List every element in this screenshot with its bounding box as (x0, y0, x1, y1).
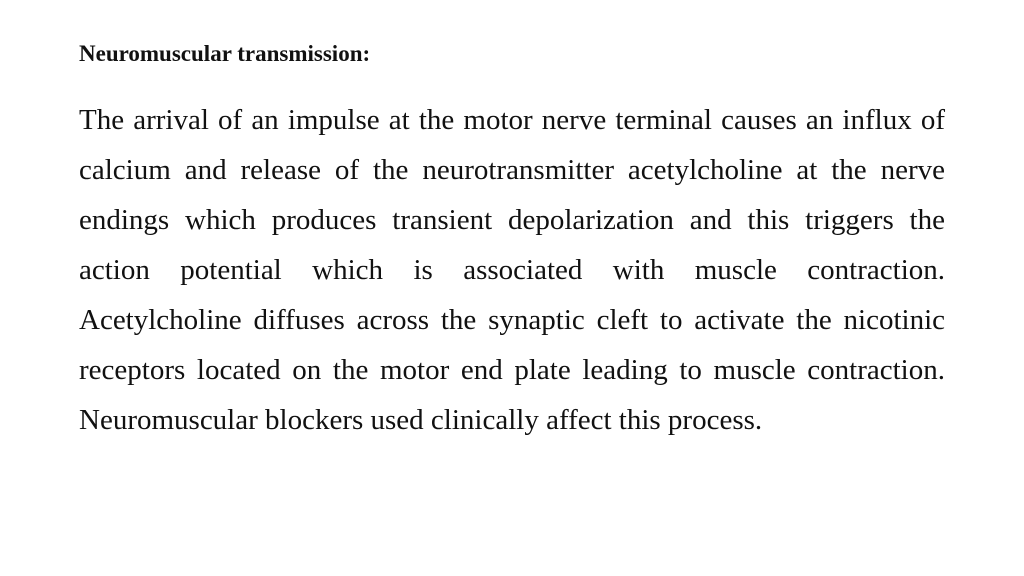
slide-heading: Neuromuscular transmission: (79, 41, 371, 66)
slide-paragraph: The arrival of an impulse at the motor nerve terminal causes an influx of calcium and release of the neurotransmitter acetylcholine at the nerve endings which produces transient depolarization and this triggers the action potential which is associated with muscle contraction. Acetylcholine diffuses across the synaptic cleft to activate the nicotinic receptors located on the motor end plate leading to muscle contraction. Neuromuscular blockers used clinically affect this process. (79, 104, 945, 436)
